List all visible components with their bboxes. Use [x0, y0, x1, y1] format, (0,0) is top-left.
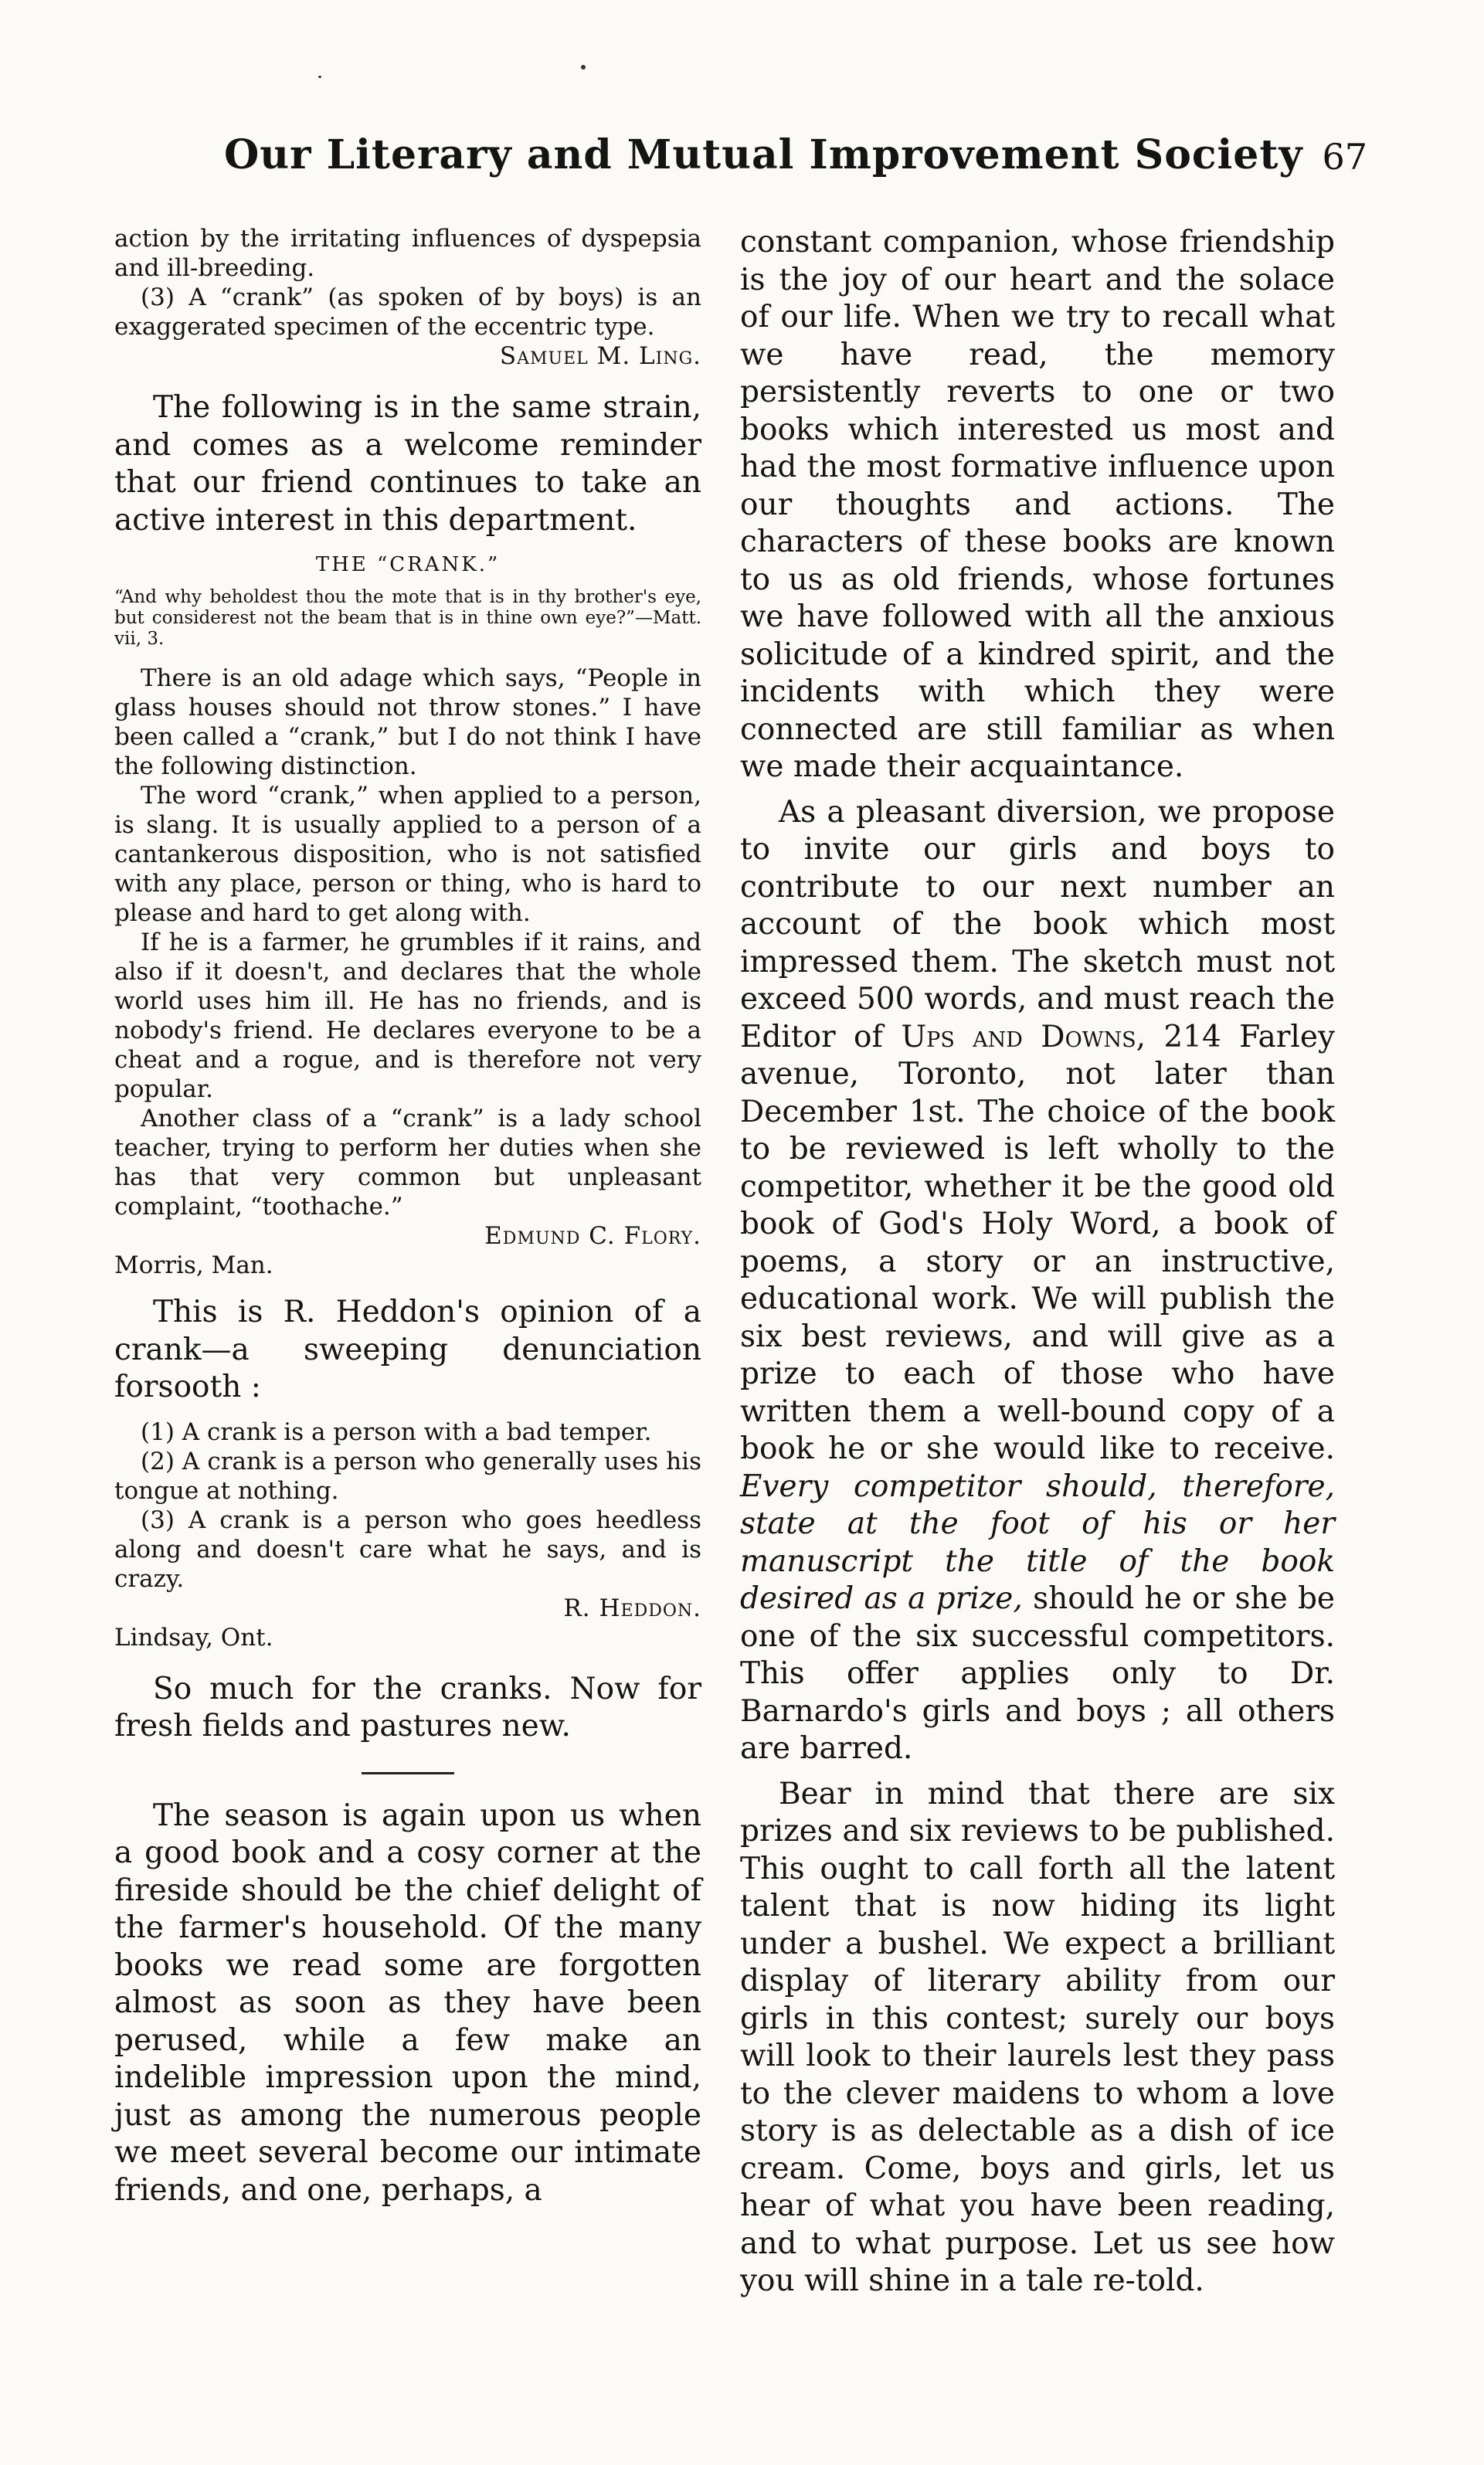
- article-heading: THE “CRANK.”: [315, 553, 501, 576]
- right-column: [740, 224, 1335, 2300]
- paragraph: Another class of a “crank” is a lady school teacher, trying to perform her duties when she has that very common but unpleasant complaint, “toothache.”: [114, 1105, 701, 1221]
- signature: R. Heddon.: [563, 1594, 701, 1622]
- page-number: 67: [1322, 136, 1367, 178]
- paragraph: The season is again upon us when a good book and a cosy corner at the fireside should be the chief delight of the farmer's household. Of the many books we read some are forgotten almost as soon as they have been perused, while a few make an indelible impression upon the mind, just as among the numerous people we meet several become our intimate friends, and one, perhaps, a: [114, 1798, 701, 2208]
- paragraph: constant companion, whose friendship is the joy of our heart and the solace of our life. When we try to recall what we have read, the memory persistently reverts to one or two books which interested us most and had the most formative influence upon our thoughts and actions. The characters of these books are known to us as old friends, whose fortunes we have followed with all the anxious solicitude of a kindred spirit, and the incidents with which they were connected are still familiar as when we made their acquaintance.: [740, 225, 1335, 784]
- list-item: (1) A crank is a person with a bad temper.: [141, 1418, 652, 1446]
- paragraph: (3) A “crank” (as spoken of by boys) is an exaggerated specimen of the eccentric type.: [114, 284, 701, 341]
- intro-paragraph: This is R. Heddon's opinion of a crank—a sweeping denunciation forsooth :: [114, 1295, 701, 1404]
- place: Morris, Man.: [114, 1251, 273, 1279]
- list-item: (3) A crank is a person who goes heedless along and doesn't care what he says, and is crazy.: [114, 1506, 701, 1593]
- text-run: As a pleasant diversion, we propose to invite our girls and boys to contribute to our next number an account of the book which most impressed them. The sketch must not exceed 500 words, and must reach the Editor of: [740, 794, 1335, 1054]
- paragraph: [740, 794, 1335, 1768]
- ink-speck: [581, 65, 586, 70]
- paragraph: If he is a farmer, he grumbles if it rains, and also if it doesn't, and declares that the whole world uses him ill. He has no friends, and is nobody's friend. He declares everyone to be a cheat and a rogue, and is therefore not very popular.: [114, 929, 701, 1103]
- page-title: Our Literary and Mutual Improvement Society: [224, 131, 1303, 178]
- ink-speck: [318, 76, 321, 78]
- paragraph: action by the irritating influences of dyspepsia and ill-breeding.: [114, 225, 701, 282]
- magazine-name: Ups and Downs: [901, 1019, 1136, 1054]
- list-item: (2) A crank is a person who generally uses his tongue at nothing.: [114, 1447, 701, 1505]
- text-run: should he or she be one of the six successful competitors. This offer applies only to Dr. Barnardo's girls and boys ; all others are barred.: [740, 1581, 1335, 1766]
- paragraph: So much for the cranks. Now for fresh fields and pastures new.: [114, 1671, 701, 1743]
- paragraph: There is an old adage which says, “People in glass houses should not throw stones.” I have been called a “crank,” but I do not think I have the following distinction.: [114, 664, 701, 780]
- signature: Edmund C. Flory.: [484, 1222, 701, 1250]
- intro-paragraph: The following is in the same strain, and comes as a welcome reminder that our friend continues to take an active interest in this department.: [114, 390, 701, 538]
- epigraph: “And why beholdest thou the mote that is in thy brother's eye, but considerest not the beam that is in thine own eye?”—Matt. vii, 3.: [114, 587, 701, 649]
- italic-instruction: Every competitor should, therefore, state at the foot of his or her manuscript the title of the book desired as a prize,: [740, 1468, 1335, 1616]
- paragraph: The word “crank,” when applied to a person, is slang. It is usually applied to a person of a cantankerous disposition, who is not satisfied with any place, person or thing, who is hard to please and hard to get along with.: [114, 782, 701, 927]
- paragraph: Bear in mind that there are six prizes and six reviews to be published. This ought to call forth all the latent talent that is now hiding its light under a bushel. We expect a brilliant display of literary ability from our girls in this contest; surely our boys will look to their laurels lest they pass to the clever maidens to whom a love story is as delectable as a dish of ice cream. Come, boys and girls, let us hear of what you have been reading, and to what purpose. Let us see how you will shine in a tale re-told.: [740, 1776, 1335, 2298]
- text-run: , 214 Farley avenue, Toronto, not later than December 1st. The choice of the book to be reviewed is left wholly to the competitor, whether it be the good old book of God's Holy Word, a book of poems, a story or an instructive, educational work. We will publish the six best reviews, and will give as a prize to each of those who have written them a well-bound copy of a book he or she would like to receive.: [740, 1019, 1335, 1466]
- left-column: [114, 224, 701, 2209]
- section-divider: [362, 1772, 454, 1774]
- page-header: [224, 131, 1367, 201]
- signature: Samuel M. Ling.: [499, 342, 701, 370]
- place: Lindsay, Ont.: [114, 1623, 273, 1652]
